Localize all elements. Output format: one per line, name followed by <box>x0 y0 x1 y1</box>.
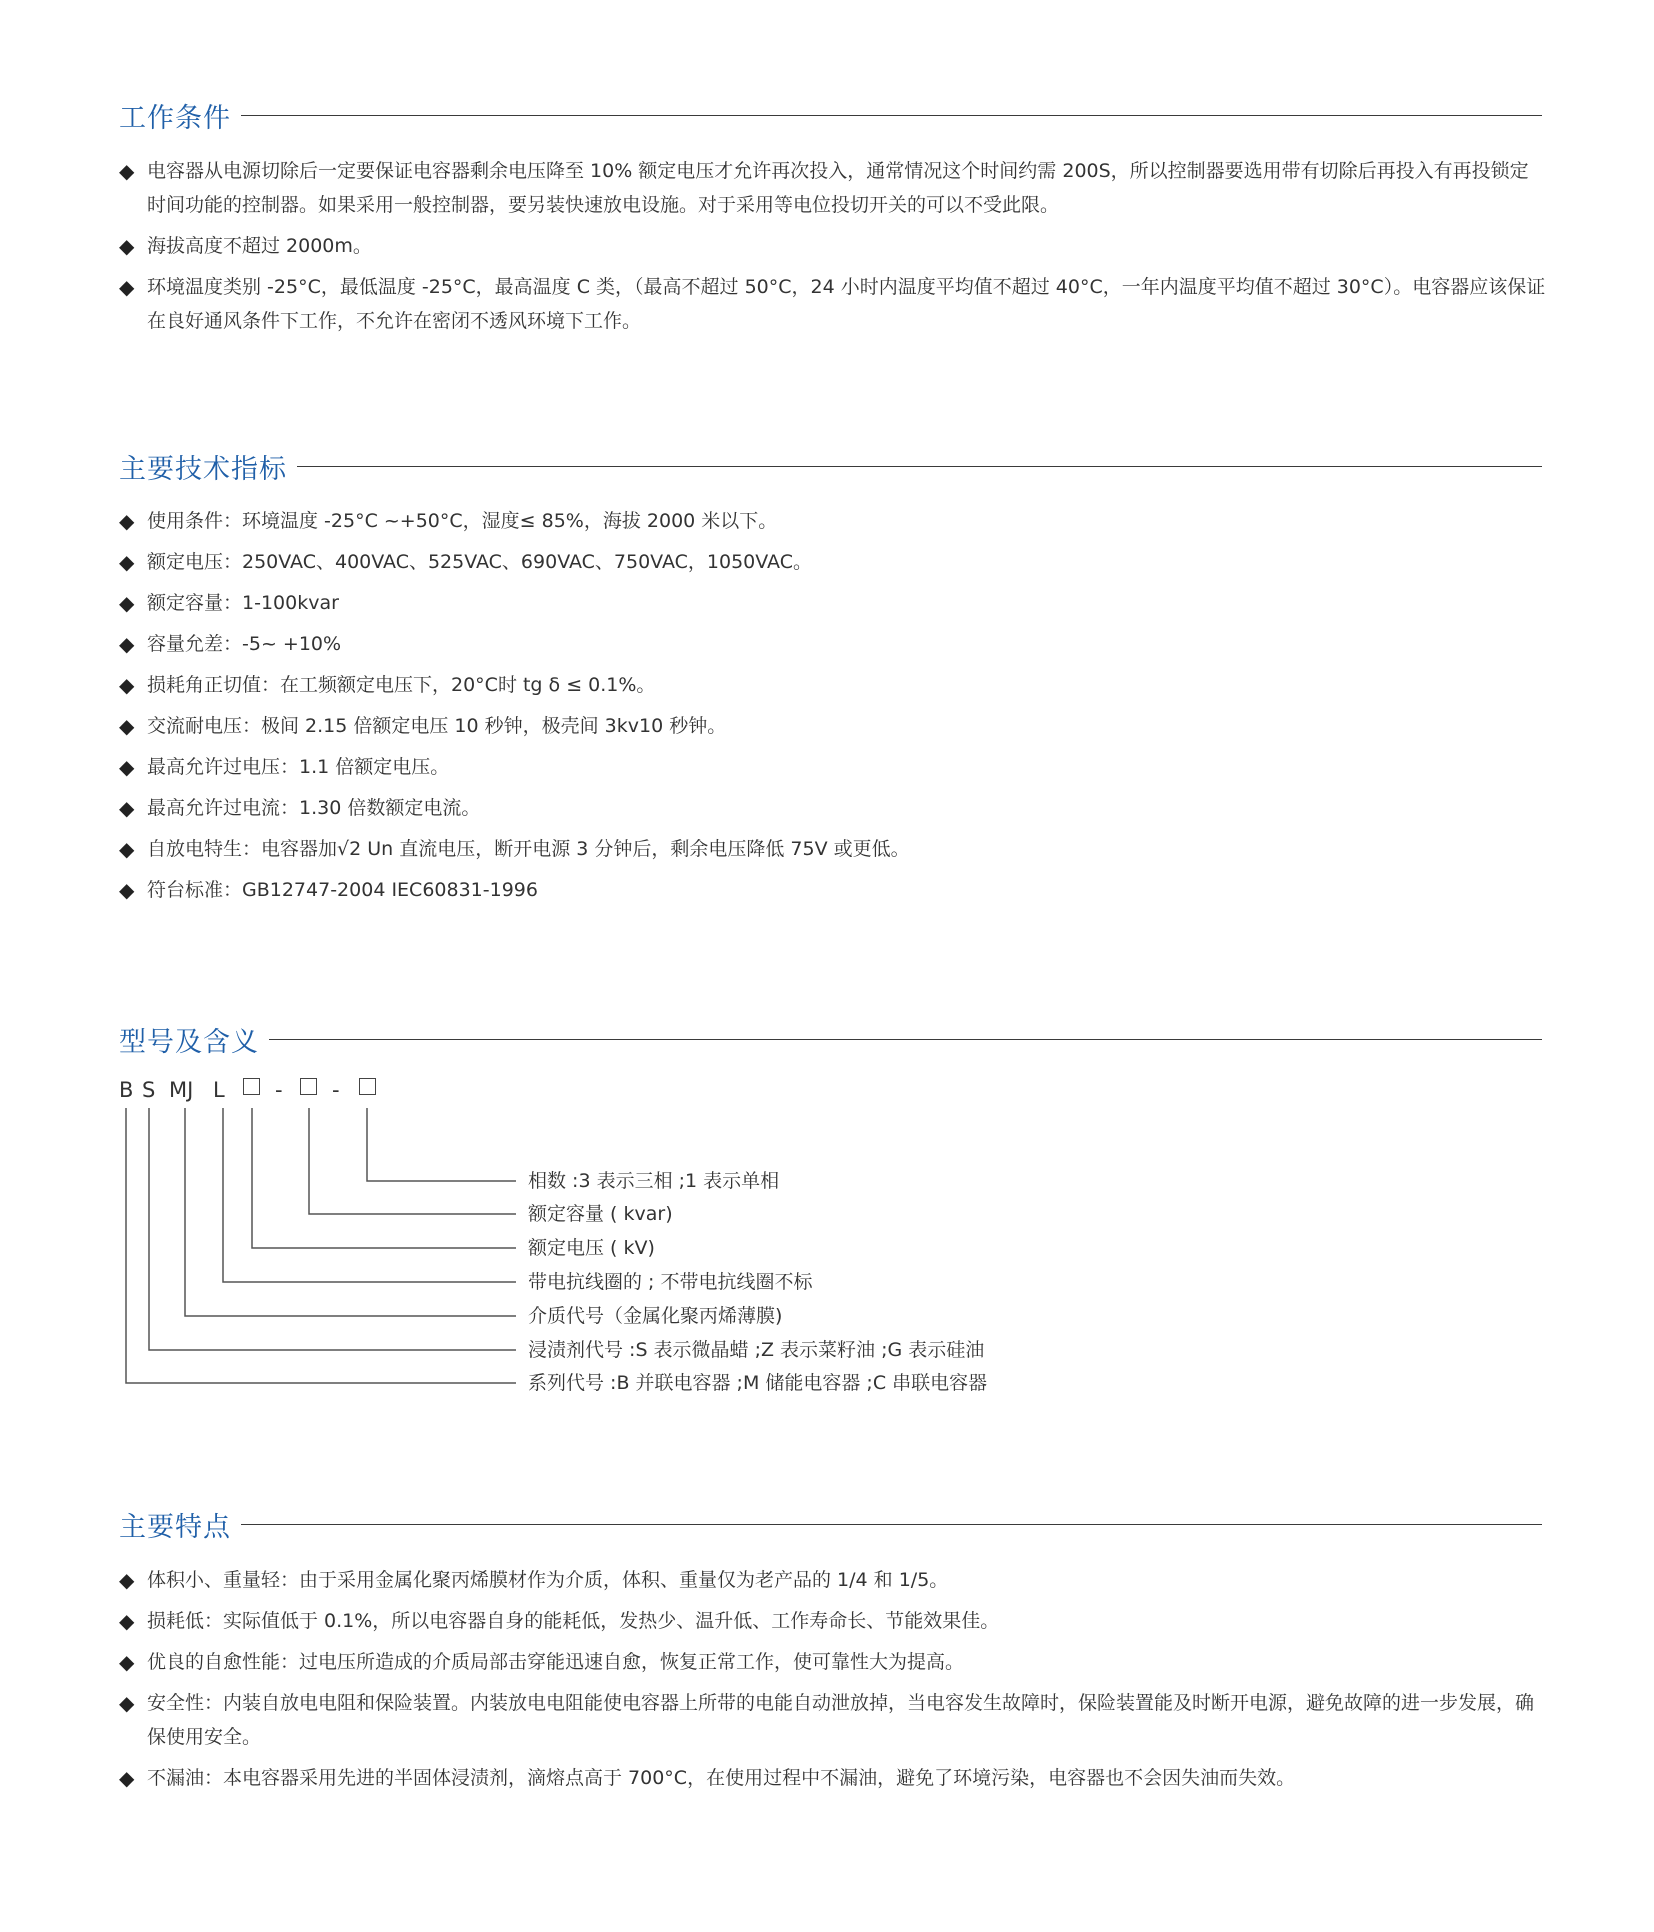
connector-line <box>223 1108 516 1282</box>
diamond-bullet-icon: ◆ <box>119 1766 135 1790</box>
model-dash: - <box>275 1078 283 1102</box>
section-heading-model-meaning <box>119 1020 1542 1059</box>
legend-phase: 相数 :3 表示三相 ;1 表示单相 <box>528 1170 780 1192</box>
list-item: ◆ 环境温度类别 -25°C，最低温度 -25°C，最高温度 C 类，（最高不超过 50°C，24 小时内温度平均值不超过 40°C，一年内温度平均值不超过 30°C）。电容器应该保证在良好通风条件下工作，不允许在密闭不透风环境下工作。 <box>119 270 1546 338</box>
section-rule <box>241 1524 1542 1525</box>
diamond-bullet-icon: ◆ <box>119 714 135 738</box>
list-item: ◆ 海拔高度不超过 2000m。 <box>119 229 1546 263</box>
section-rule <box>297 466 1542 467</box>
connector-line <box>185 1108 516 1316</box>
legend-series: 系列代号 :B 并联电容器 ;M 储能电容器 ;C 串联电容器 <box>528 1372 988 1394</box>
technical-specs-list <box>119 504 1546 914</box>
list-item: ◆ 额定电压：250VAC、400VAC、525VAC、690VAC、750VAC，1050VAC。 <box>119 545 1546 579</box>
diamond-bullet-icon: ◆ <box>119 550 135 574</box>
list-item: ◆ 损耗角正切值：在工频额定电压下，20°C时 tg δ ≤ 0.1%。 <box>119 668 1546 702</box>
section-title: 主要特点 <box>119 1512 231 1543</box>
diamond-bullet-icon: ◆ <box>119 673 135 697</box>
list-item: ◆ 不漏油：本电容器采用先进的半固体浸渍剂，滴熔点高于 700°C，在使用过程中不漏油，避免了环境污染，电容器也不会因失油而失效。 <box>119 1761 1546 1795</box>
list-item: ◆ 优良的自愈性能：过电压所造成的介质局部击穿能迅速自愈，恢复正常工作，使可靠性大为提高。 <box>119 1645 1546 1679</box>
legend-reactor: 带电抗线圈的 ; 不带电抗线圈不标 <box>528 1271 813 1293</box>
section-heading-technical-specs <box>119 447 1542 486</box>
section-title: 型号及含义 <box>119 1027 259 1058</box>
list-item: ◆ 体积小、重量轻：由于采用金属化聚丙烯膜材作为介质，体积、重量仅为老产品的 1/4 和 1/5。 <box>119 1563 1546 1597</box>
section-title: 主要技术指标 <box>119 454 287 485</box>
features-list <box>119 1563 1546 1802</box>
connector-line <box>309 1108 516 1214</box>
section-title: 工作条件 <box>119 103 231 134</box>
diamond-bullet-icon: ◆ <box>119 1609 135 1633</box>
list-item: ◆ 容量允差：-5~ +10% <box>119 627 1546 661</box>
voltage-placeholder-box <box>243 1078 260 1095</box>
capacity-placeholder-box <box>300 1078 317 1095</box>
diamond-bullet-icon: ◆ <box>119 1650 135 1674</box>
legend-rated-voltage: 额定电压 ( kV) <box>528 1237 655 1259</box>
phase-placeholder-box <box>359 1078 376 1095</box>
section-heading-working-conditions <box>119 96 1542 135</box>
model-letter-series: B <box>119 1078 134 1102</box>
model-dash: - <box>332 1078 340 1102</box>
diamond-bullet-icon: ◆ <box>119 234 135 258</box>
model-letter-reactor: L <box>213 1078 225 1102</box>
list-item: ◆ 最高允许过电流：1.30 倍数额定电流。 <box>119 791 1546 825</box>
diamond-bullet-icon: ◆ <box>119 755 135 779</box>
list-item: ◆ 使用条件：环境温度 -25°C ~+50°C，湿度≤ 85%，海拔 2000 米以下。 <box>119 504 1546 538</box>
section-rule <box>269 1039 1542 1040</box>
diamond-bullet-icon: ◆ <box>119 796 135 820</box>
connector-line <box>149 1108 516 1350</box>
diamond-bullet-icon: ◆ <box>119 1691 135 1715</box>
list-item: ◆ 损耗低：实际值低于 0.1%，所以电容器自身的能耗低，发热少、温升低、工作寿命长、节能效果佳。 <box>119 1604 1546 1638</box>
legend-rated-capacity: 额定容量 ( kvar) <box>528 1203 673 1225</box>
list-item: ◆ 电容器从电源切除后一定要保证电容器剩余电压降至 10% 额定电压才允许再次投入，通常情况这个时间约需 200S，所以控制器要选用带有切除后再投入有再投锁定时间功能的控制器。如果采用一般控制器，要另装快速放电设施。对于采用等电位投切开关的可以不受此限。 <box>119 154 1546 222</box>
working-conditions-list <box>119 154 1546 345</box>
list-item: ◆ 额定容量：1-100kvar <box>119 586 1546 620</box>
diamond-bullet-icon: ◆ <box>119 1568 135 1592</box>
diamond-bullet-icon: ◆ <box>119 275 135 299</box>
section-heading-features <box>119 1505 1542 1544</box>
diamond-bullet-icon: ◆ <box>119 632 135 656</box>
diamond-bullet-icon: ◆ <box>119 837 135 861</box>
diamond-bullet-icon: ◆ <box>119 878 135 902</box>
list-item: ◆ 符台标准：GB12747-2004 IEC60831-1996 <box>119 873 1546 907</box>
model-letter-dielectric: MJ <box>169 1078 194 1102</box>
connector-line <box>367 1108 516 1181</box>
list-item: ◆ 安全性：内装自放电电阻和保险装置。内装放电电阻能使电容器上所带的电能自动泄放掉，当电容发生故障时，保险装置能及时断开电源，避免故障的进一步发展，确保使用安全。 <box>119 1686 1546 1754</box>
legend-dielectric: 介质代号（金属化聚丙烯薄膜) <box>528 1305 783 1327</box>
model-letter-impregnant: S <box>142 1078 156 1102</box>
list-item: ◆ 交流耐电压：极间 2.15 倍额定电压 10 秒钟，极壳间 3kv10 秒钟。 <box>119 709 1546 743</box>
connector-line <box>126 1108 516 1383</box>
diamond-bullet-icon: ◆ <box>119 159 135 183</box>
list-item: ◆ 自放电特生：电容器加√2 Un 直流电压，断开电源 3 分钟后，剩余电压降低 75V 或更低。 <box>119 832 1546 866</box>
list-item: ◆ 最高允许过电压：1.1 倍额定电压。 <box>119 750 1546 784</box>
section-rule <box>241 115 1542 116</box>
diamond-bullet-icon: ◆ <box>119 509 135 533</box>
legend-impregnant: 浸渍剂代号 :S 表示微晶蜡 ;Z 表示菜籽油 ;G 表示硅油 <box>528 1339 985 1361</box>
diamond-bullet-icon: ◆ <box>119 591 135 615</box>
connector-line <box>252 1108 516 1248</box>
